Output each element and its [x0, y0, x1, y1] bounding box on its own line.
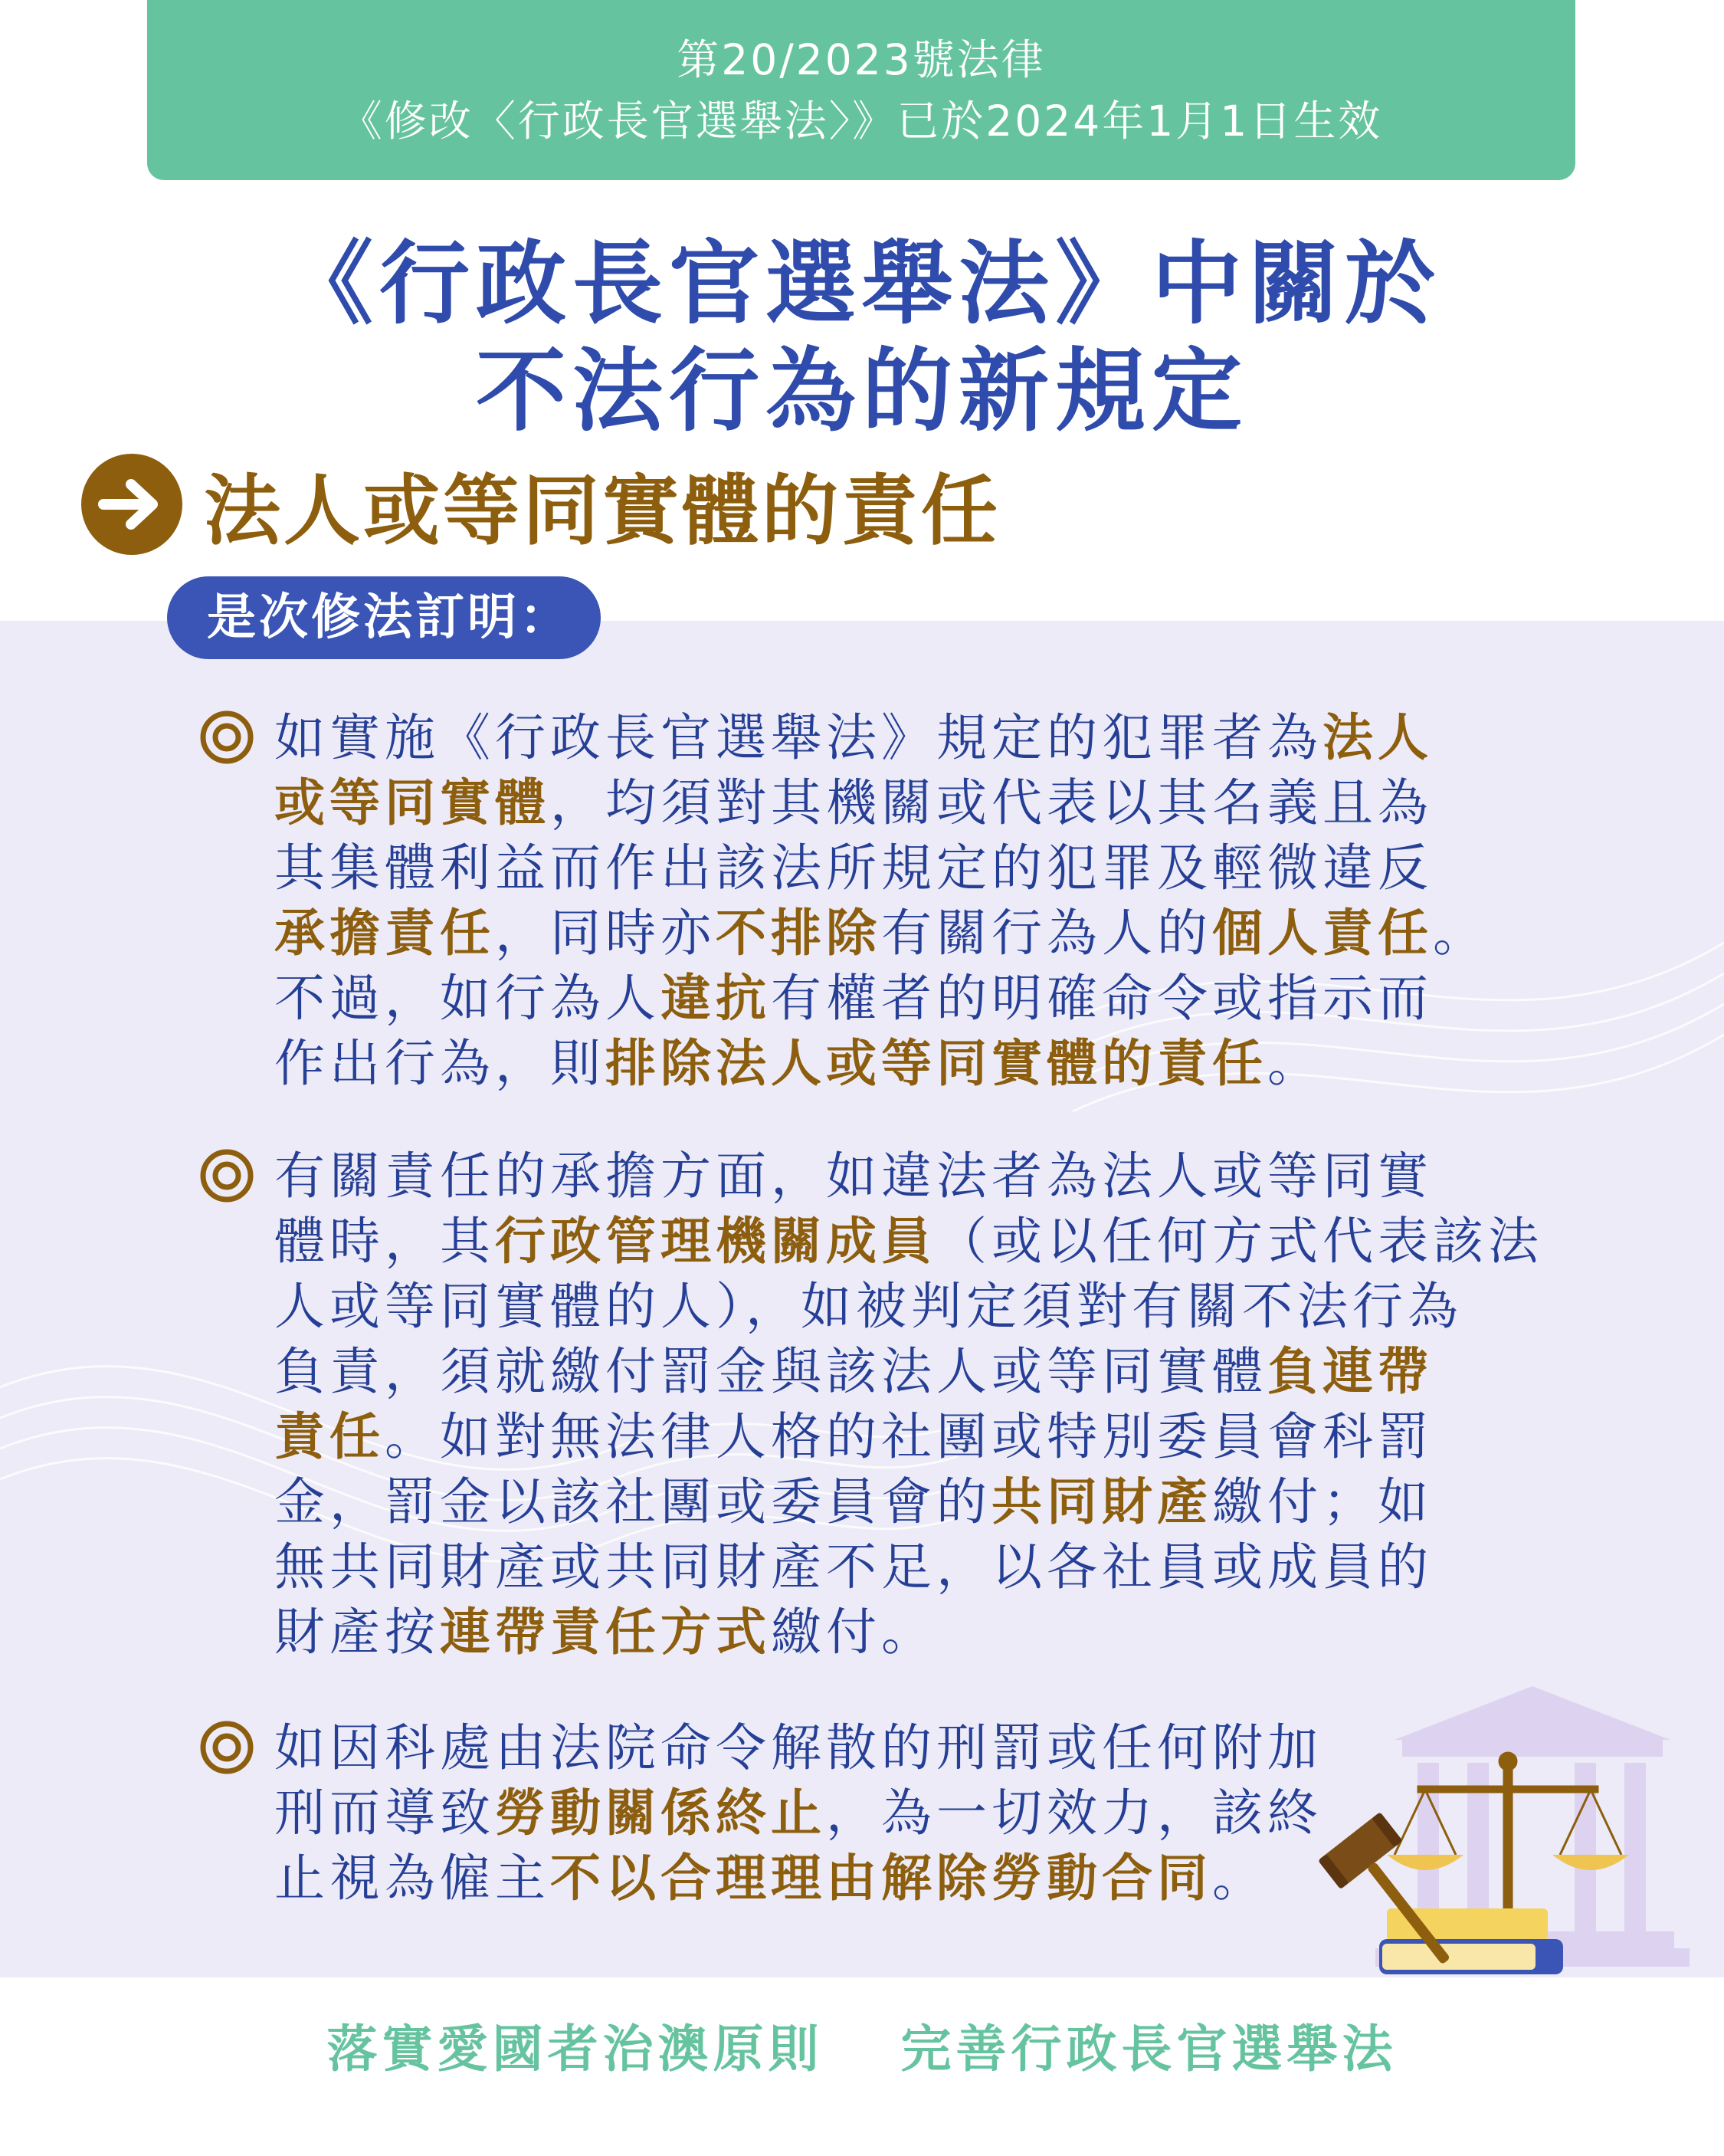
bullet-line — [274, 1339, 1563, 1404]
section-title: 法人或等同實體的責任 — [204, 465, 1001, 556]
highlight-text: 勞動關係終止 — [495, 1784, 826, 1843]
highlight-text: 負連帶 — [1267, 1342, 1433, 1401]
double-circle-icon — [199, 710, 254, 765]
bullet-line — [274, 1469, 1563, 1534]
courthouse-scales-gavel-icon — [1303, 1679, 1701, 1985]
footer-slogans — [0, 2008, 1724, 2081]
highlight-text: 不排除 — [716, 904, 881, 963]
body-text: 其集體利益而作出該法所規定的犯罪及輕微違反 — [274, 838, 1433, 898]
highlight-text: 不以合理理由解除勞動合同 — [550, 1849, 1212, 1908]
body-text: 無共同財產或共同財產不足，以各社員或成員的 — [274, 1537, 1433, 1596]
body-text: 。 — [1433, 904, 1488, 963]
body-text: 作出行為，則 — [274, 1034, 605, 1093]
highlight-text: 違抗 — [660, 969, 771, 1028]
highlight-text: 或等同實體 — [274, 773, 550, 832]
bullet-item — [199, 1144, 1563, 1672]
banner-effective-date: 《修改〈行政長官選舉法〉》已於2024年1月1日生效 — [339, 97, 1383, 146]
body-text: 。 — [1267, 1034, 1322, 1093]
body-text: 金，罰金以該社團或委員會的 — [274, 1472, 991, 1531]
body-text: （或以任何方式代表該法 — [936, 1212, 1543, 1271]
bullet-line — [274, 835, 1563, 901]
bullet-line — [274, 1209, 1563, 1274]
bullet-line — [274, 770, 1563, 835]
bullet-line — [274, 1534, 1563, 1600]
arrow-right-icon — [81, 454, 182, 555]
bullet-line — [274, 705, 1563, 770]
body-text: 不過，如行為人 — [274, 969, 660, 1028]
bullet-line — [274, 1274, 1563, 1339]
body-text: 人或等同實體的人），如被判定須對有關不法行為 — [274, 1277, 1463, 1336]
body-text: 。如對無法律人格的社團或特別委員會科罰 — [385, 1407, 1433, 1466]
banner-law-number: 第20/2023號法律 — [677, 35, 1046, 84]
double-circle-icon — [199, 1148, 254, 1203]
body-text: 如實施《行政長官選舉法》規定的犯罪者為 — [274, 708, 1322, 767]
page-title-line-1: 《行政長官選舉法》中關於 — [282, 231, 1441, 336]
bullet-line — [274, 1600, 1563, 1665]
top-banner — [147, 0, 1575, 180]
bullet-line — [274, 1404, 1563, 1469]
body-text: ，同時亦 — [495, 904, 716, 963]
body-text: 繳付。 — [771, 1603, 936, 1662]
bullet-line — [274, 966, 1563, 1031]
bullet-line — [274, 1031, 1563, 1096]
highlight-text: 連帶責任方式 — [440, 1603, 771, 1662]
body-text: ，為一切效力，該終 — [826, 1784, 1322, 1843]
body-text: 有關行為人的 — [881, 904, 1212, 963]
footer-slogan-right: 完善行政長官選舉法 — [900, 2020, 1398, 2079]
highlight-text: 責任 — [274, 1407, 385, 1466]
bullet-line — [274, 1144, 1563, 1209]
double-circle-icon — [199, 1720, 254, 1775]
page-title — [0, 230, 1724, 445]
body-text: 繳付；如 — [1212, 1472, 1433, 1531]
highlight-text: 法人 — [1322, 708, 1433, 767]
body-text: 體時，其 — [274, 1212, 495, 1271]
page-title-line-2: 不法行為的新規定 — [475, 338, 1248, 444]
body-text: 如因科處由法院命令解散的刑罰或任何附加 — [274, 1718, 1322, 1777]
highlight-text: 行政管理機關成員 — [495, 1212, 936, 1271]
highlight-text: 共同財產 — [991, 1472, 1212, 1531]
pill-label: 是次修法訂明： — [167, 576, 601, 659]
bullet-line — [274, 901, 1563, 966]
bullet-text — [274, 705, 1563, 1096]
highlight-text: 排除法人或等同實體的責任 — [605, 1034, 1267, 1093]
section-heading — [81, 452, 1001, 556]
footer-slogan-left: 落實愛國者治澳原則 — [326, 2020, 824, 2079]
body-text: 負責，須就繳付罰金與該法人或等同實體 — [274, 1342, 1267, 1401]
highlight-text: 承擔責任 — [274, 904, 495, 963]
body-text: 刑而導致 — [274, 1784, 495, 1843]
body-text: 財產按 — [274, 1603, 440, 1662]
body-text: ，均須對其機關或代表以其名義且為 — [550, 773, 1433, 832]
bullet-item — [199, 705, 1563, 1104]
body-text: 有關責任的承擔方面，如違法者為法人或等同實 — [274, 1147, 1433, 1206]
body-text: 。 — [1212, 1849, 1267, 1908]
body-text: 止視為僱主 — [274, 1849, 550, 1908]
highlight-text: 個人責任 — [1212, 904, 1433, 963]
body-text: 有權者的明確命令或指示而 — [771, 969, 1433, 1028]
bullet-text — [274, 1144, 1563, 1665]
